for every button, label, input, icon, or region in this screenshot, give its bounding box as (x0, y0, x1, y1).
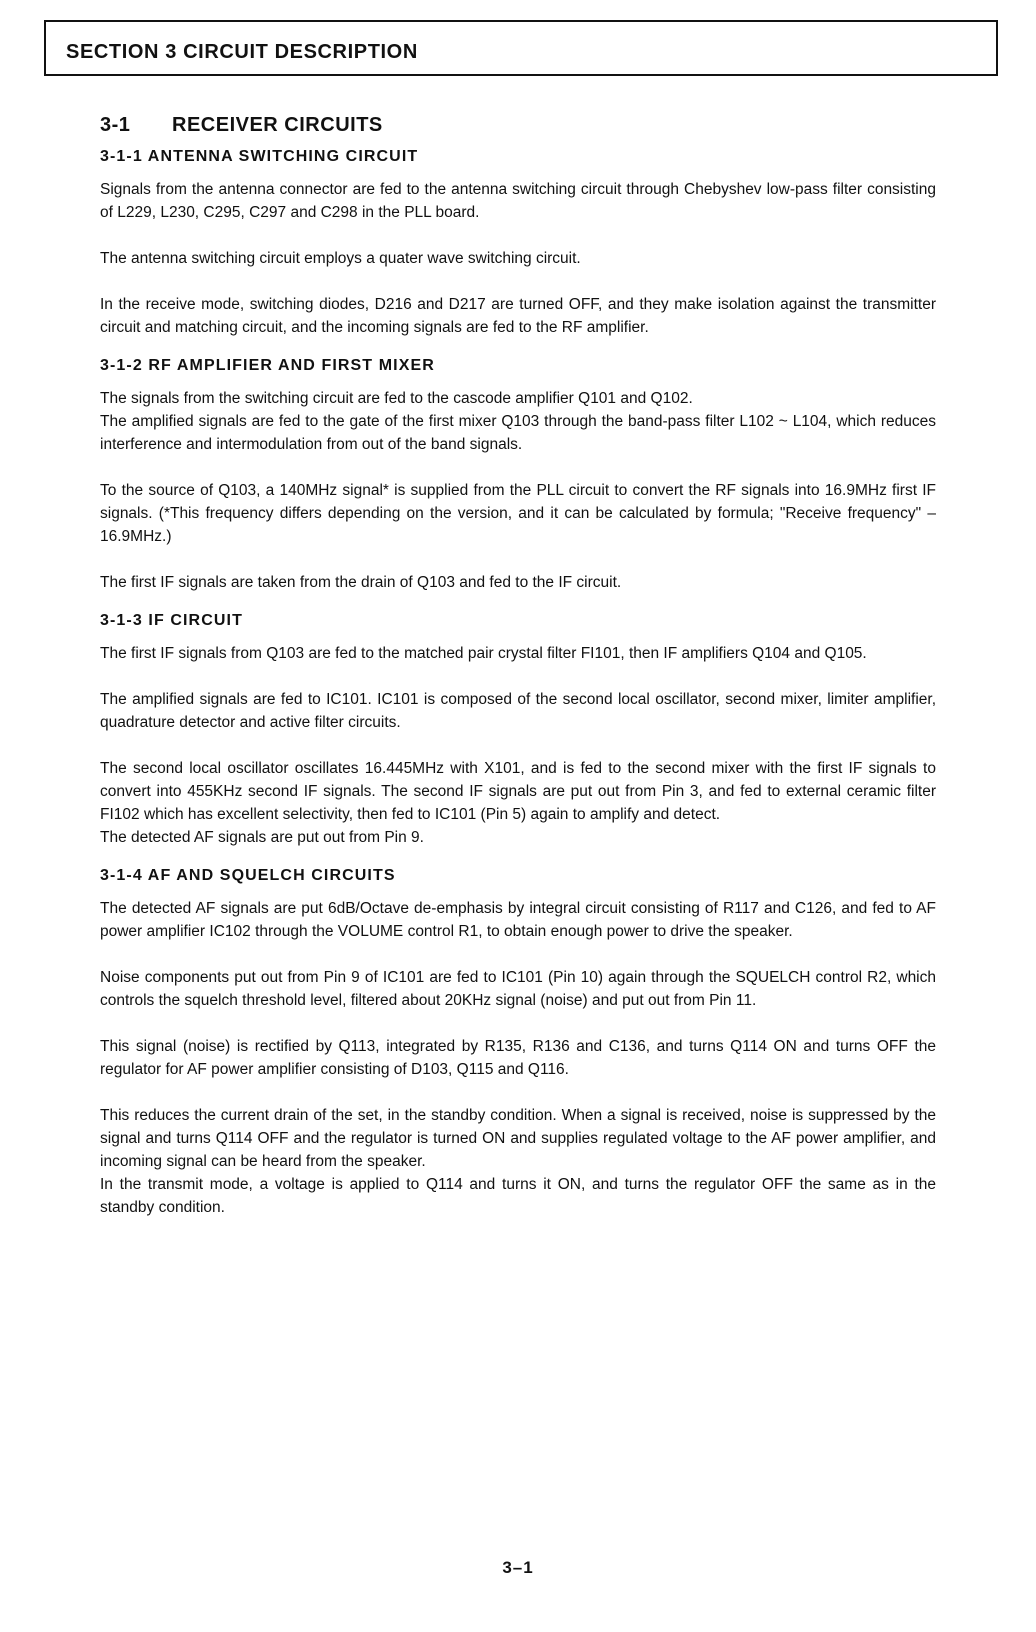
paragraph: The amplified signals are fed to the gate of the first mixer Q103 through the band-pass filter L102 ~ L104, which reduces interference and intermodulation from out of the band signals. (100, 413, 936, 453)
paragraph: The antenna switching circuit employs a quater wave switching circuit. (100, 250, 581, 267)
section-number: 3-1 (100, 114, 131, 136)
subsection-antenna-switching (100, 146, 936, 339)
paragraph: The first IF signals are taken from the drain of Q103 and fed to the IF circuit. (100, 574, 622, 591)
subsection-heading: 3-1-2 RF AMPLIFIER AND FIRST MIXER (100, 357, 435, 374)
paragraph: The detected AF signals are put out from Pin 9. (100, 829, 424, 846)
subsection-if-circuit (100, 610, 936, 849)
section-title: SECTION 3 CIRCUIT DESCRIPTION (66, 41, 418, 63)
paragraph: The amplified signals are fed to IC101. IC101 is composed of the second local oscillator, second mixer, limiter amplifier, quadrature detector and active filter circuits. (100, 691, 936, 731)
paragraph: In the transmit mode, a voltage is applied to Q114 and turns it ON, and turns the regulator OFF the same as in the standby condition. (100, 1176, 936, 1216)
paragraph: This signal (noise) is rectified by Q113, integrated by R135, R136 and C136, and turns Q114 ON and turns OFF the regulator for AF power amplifier consisting of D103, Q115 and Q116. (100, 1038, 936, 1078)
page-number: 3–1 (502, 1558, 534, 1577)
paragraph: The detected AF signals are put 6dB/Octave de-emphasis by integral circuit consisting of R117 and C126, and fed to AF power amplifier IC102 through the VOLUME control R1, to obtain enough power to drive the speaker. (100, 900, 936, 940)
section-header-box (44, 20, 998, 76)
subsection-rf-amplifier (100, 355, 936, 594)
paragraph: In the receive mode, switching diodes, D216 and D217 are turned OFF, and they make isolation against the transmitter circuit and matching circuit, and the incoming signals are fed to the RF amplifier. (100, 296, 936, 336)
paragraph: This reduces the current drain of the set, in the standby condition. When a signal is received, noise is suppressed by the signal and turns Q114 OFF and the regulator is turned ON and supplies regulated voltage to the AF power amplifier, and incoming signal can be heard from the speaker. (100, 1107, 936, 1170)
paragraph: Signals from the antenna connector are fed to the antenna switching circuit through Chebyshev low-pass filter consisting of L229, L230, C295, C297 and C298 in the PLL board. (100, 181, 936, 221)
paragraph: To the source of Q103, a 140MHz signal* is supplied from the PLL circuit to convert the RF signals into 16.9MHz first IF signals. (*This frequency differs depending on the version, and it can be calculated by formula; "Receive frequency" – 16.9MHz.) (100, 482, 936, 545)
section-heading-title: RECEIVER CIRCUITS (172, 114, 383, 136)
section-heading (100, 112, 936, 138)
paragraph: The second local oscillator oscillates 16.445MHz with X101, and is fed to the second mixer with the first IF signals to convert into 455KHz second IF signals. The second IF signals are put out from Pin 3, and fed to external ceramic filter FI102 which has excellent selectivity, then fed to IC101 (Pin 5) again to amplify and detect. (100, 760, 936, 823)
paragraph: The first IF signals from Q103 are fed to the matched pair crystal filter FI101, then IF amplifiers Q104 and Q105. (100, 645, 867, 662)
subsection-heading: 3-1-1 ANTENNA SWITCHING CIRCUIT (100, 148, 419, 165)
subsection-heading: 3-1-4 AF AND SQUELCH CIRCUITS (100, 867, 396, 884)
document-body (100, 112, 936, 1235)
subsection-af-squelch (100, 865, 936, 1219)
paragraph: Noise components put out from Pin 9 of IC101 are fed to IC101 (Pin 10) again through the SQUELCH control R2, which controls the squelch threshold level, filtered about 20KHz signal (noise) and put out from Pin 11. (100, 969, 936, 1009)
subsection-heading: 3-1-3 IF CIRCUIT (100, 612, 243, 629)
paragraph: The signals from the switching circuit are fed to the cascode amplifier Q101 and Q102. (100, 390, 693, 407)
